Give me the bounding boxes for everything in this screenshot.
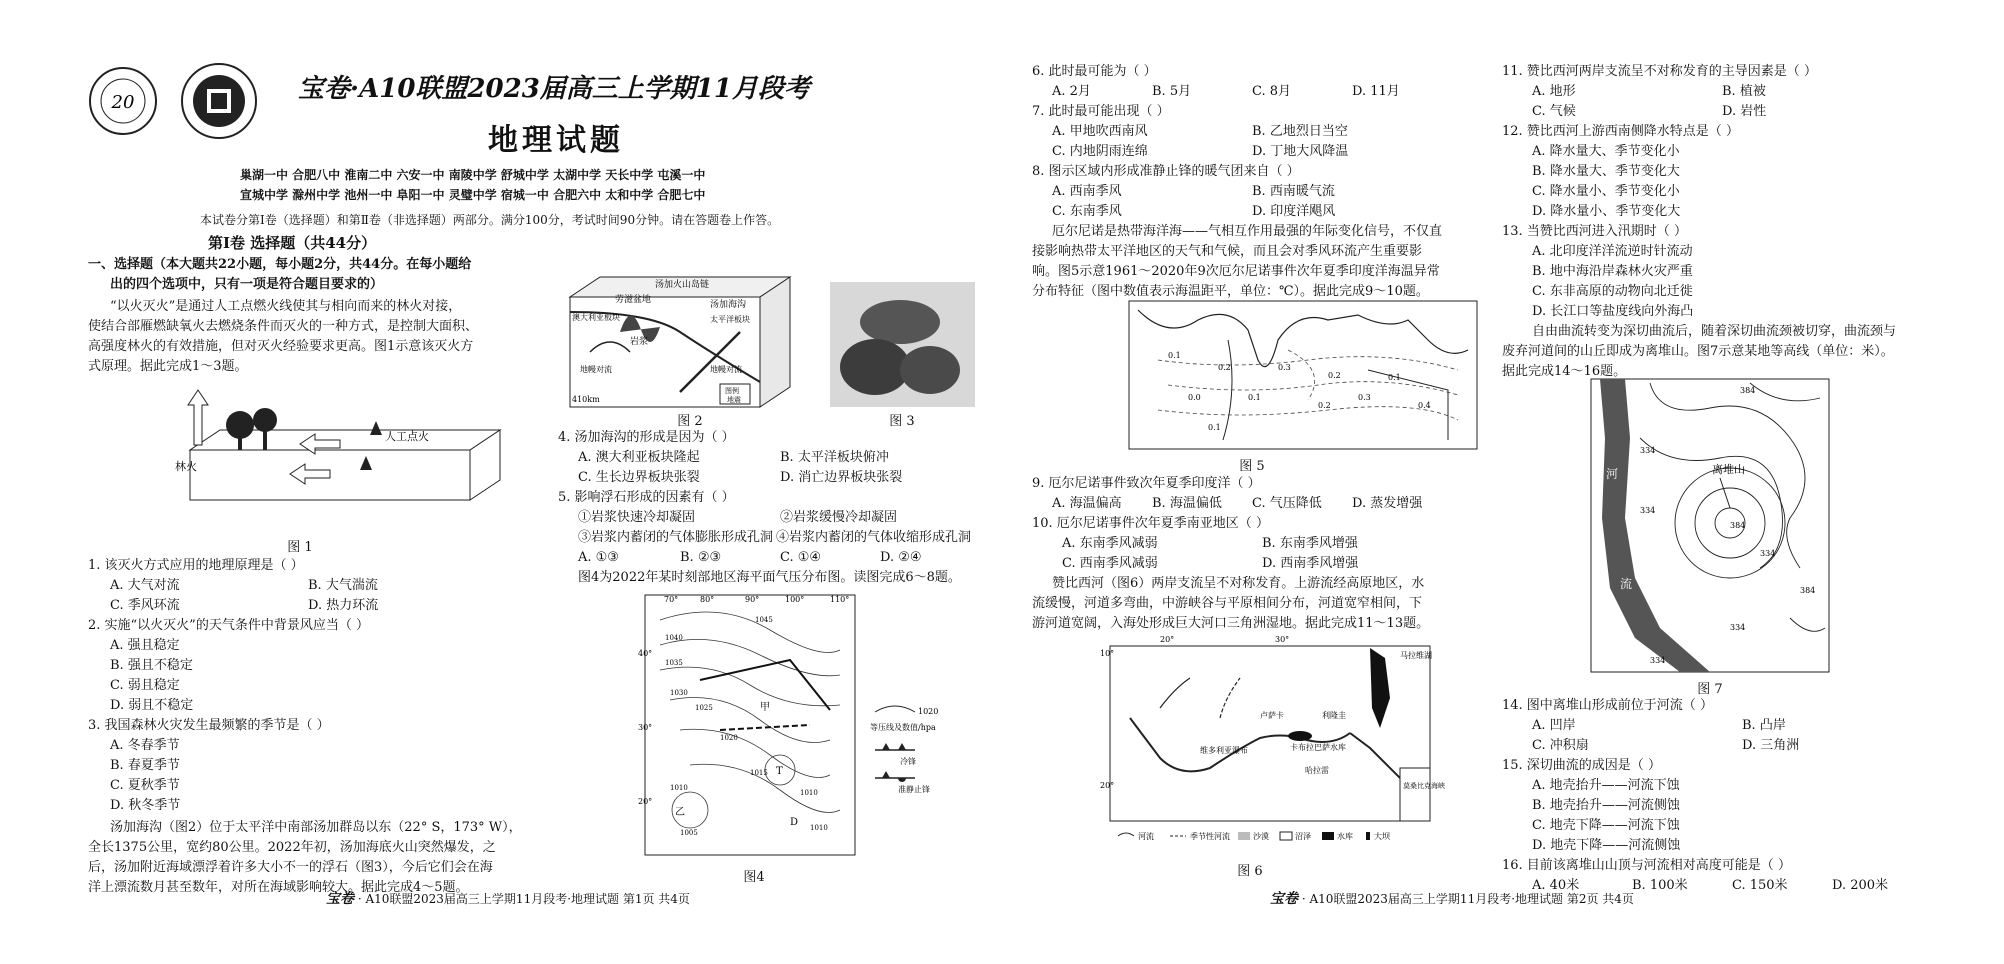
q8-option-d: D. 印度洋飓风 xyxy=(1252,204,1336,219)
label-lilongwe: 利隆圭 xyxy=(1322,711,1346,720)
lon-label-100: 100° xyxy=(785,595,805,604)
q16-option-a: A. 40米 xyxy=(1532,878,1580,893)
figure-1-caption: 图 1 xyxy=(287,540,313,555)
q15-option-d: D. 地壳下降——河流侧蚀 xyxy=(1532,838,1681,853)
label-pacific-plate: 太平洋板块 xyxy=(710,315,750,324)
school-seal-logo xyxy=(88,66,158,136)
label-river-he: 河 xyxy=(1606,467,1619,481)
intro6-line-1: 自由曲流转变为深切曲流后，随着深切曲流颈被切穿，曲流颈与 xyxy=(1532,324,1897,339)
q11-option-d: D. 岩性 xyxy=(1722,104,1767,119)
figure-7-contour-map xyxy=(1590,378,1830,673)
q15-option-a: A. 地壳抬升——河流下蚀 xyxy=(1532,778,1680,793)
isobar-label: 1035 xyxy=(665,659,683,667)
isobar-label: 1005 xyxy=(680,829,698,837)
label-harare: 哈拉雷 xyxy=(1305,766,1329,775)
isobar-label: 1010 xyxy=(800,789,818,797)
q16-option-c: C. 150米 xyxy=(1732,878,1788,893)
brand-seal-logo xyxy=(180,62,258,140)
q15-option-b: B. 地壳抬升——河流侧蚀 xyxy=(1532,798,1680,813)
exam-title: A10联盟2023届高三上学期11月段考 xyxy=(359,74,810,104)
intro4-line-2: 接影响热带太平洋地区的天气和气候，而且会对季风环流产生重要影 xyxy=(1032,244,1423,259)
q5-item-1: ①岩浆快速冷却凝固 xyxy=(578,510,696,525)
lon-20: 20° xyxy=(1160,635,1175,644)
intro5-line-1: 赞比西河（图6）两岸支流呈不对称发育。上游流经高原地区，水 xyxy=(1052,576,1425,591)
label-lau-basin: 劳滋盆地 xyxy=(615,295,652,305)
q12-option-c: C. 降水量小、季节变化小 xyxy=(1532,184,1680,199)
header-brand: 宝卷·A10联盟2023届高三上学期11月段考 xyxy=(298,74,810,104)
label-volcanic-chain: 汤加火山岛链 xyxy=(655,280,710,290)
page1-footer: 宝卷 · A10联盟2023届高三上学期11月段考·地理试题 第1页 共4页 xyxy=(326,891,690,907)
sst-label: 0.2 xyxy=(1218,363,1231,372)
contour-label: 384 xyxy=(1800,586,1816,595)
legend-cold-front: 冷锋 xyxy=(900,757,916,766)
q6-option-d: D. 11月 xyxy=(1352,84,1400,99)
q8-option-a: A. 西南季风 xyxy=(1052,184,1122,199)
q5-item-4: ④岩浆内蓄闭的气体收缩形成孔洞 xyxy=(776,530,972,545)
section-desc-2: 出的四个选项中，只有一项是符合题目要求的） xyxy=(110,277,384,292)
contour-label: 384 xyxy=(1740,386,1756,395)
legend-earthquake: 地震 xyxy=(727,396,741,404)
svg-text:20: 20 xyxy=(111,92,135,113)
q3-stem: 3. 我国森林火灾发生最频繁的季节是（ ） xyxy=(88,718,330,733)
q3-option-a: A. 冬春季节 xyxy=(110,738,180,753)
q5-option-b: B. ②③ xyxy=(680,550,722,565)
intro1-line-1: “以火灭火”是通过人工点燃火线使其与相向而来的林火对接， xyxy=(110,299,462,314)
legend-title: 图例 xyxy=(725,387,739,395)
figure-7-caption: 图 7 xyxy=(1697,682,1723,697)
contour-label: 384 xyxy=(1730,521,1746,530)
brand-mark: 宝卷 xyxy=(298,74,351,104)
label-cahora-bassa: 卡布拉巴萨水库 xyxy=(1290,743,1346,752)
label-artificial-fire: 人工点火 xyxy=(385,430,429,443)
intro1-line-4: 式原理。据此完成1～3题。 xyxy=(88,359,248,374)
label-mozambique-channel: 莫桑比克海峡 xyxy=(1403,782,1445,790)
q1-stem: 1. 该灭火方式应用的地理原理是（ ） xyxy=(88,558,304,573)
label-D: D xyxy=(790,817,799,828)
q1-option-a: A. 大气对流 xyxy=(110,578,180,593)
figure-4-pressure-map xyxy=(640,590,865,860)
label-lake-malawi: 马拉维湖 xyxy=(1400,651,1432,660)
footer-brand: 宝卷 xyxy=(326,891,354,907)
label-yi: 乙 xyxy=(675,807,685,818)
q9-option-a: A. 海温偏高 xyxy=(1052,496,1122,511)
figure-3-pumice-photo xyxy=(830,282,975,407)
lon-30: 30° xyxy=(1275,635,1290,644)
q16-stem: 16. 目前该离堆山山顶与河流相对高度可能是（ ） xyxy=(1502,858,1791,873)
label-magma: 岩浆 xyxy=(630,337,649,347)
intro2-line-4: 洋上漂流数月甚至数年，对所在海域影响较大。据此完成4～5题。 xyxy=(88,880,469,895)
q6-option-c: C. 8月 xyxy=(1252,84,1292,99)
legend-stationary-front: 准静止锋 xyxy=(898,785,930,794)
q3-option-b: B. 春夏季节 xyxy=(110,758,180,773)
footer-text: A10联盟2023届高三上学期11月段考·地理试题 第2页 共4页 xyxy=(1309,892,1634,906)
isobar-label: 1030 xyxy=(670,689,688,697)
q12-stem: 12. 赞比西河上游西南侧降水特点是（ ） xyxy=(1502,124,1739,139)
label-T: T xyxy=(776,766,783,777)
q7-option-a: A. 甲地吹西南风 xyxy=(1052,124,1148,139)
lon-label-110: 110° xyxy=(830,595,850,604)
q4-option-a: A. 澳大利亚板块隆起 xyxy=(578,450,700,465)
intro1-line-2: 使结合部雁燃缺氧火去燃烧条件而灭火的一种方式，是控制大面积、 xyxy=(88,319,479,334)
q5-option-d: D. ②④ xyxy=(880,550,922,565)
q5-item-2: ②岩浆缓慢冷却凝固 xyxy=(780,510,898,525)
figure-4-caption: 图4 xyxy=(743,870,765,885)
q3-option-c: C. 夏秋季节 xyxy=(110,778,180,793)
label-tonga-trench: 汤加海沟 xyxy=(710,300,747,310)
intro2-line-3: 后，汤加附近海域漂浮着许多大小不一的浮石（图3），今后它们会在海 xyxy=(88,860,493,875)
q10-option-c: C. 西南季风减弱 xyxy=(1062,556,1158,571)
intro2-line-2: 全长1375公里，宽约80公里。2022年初，汤加海底火山突然爆发，之 xyxy=(88,840,496,855)
q11-option-c: C. 气候 xyxy=(1532,104,1576,119)
q5-option-a: A. ①③ xyxy=(578,550,619,565)
q13-option-a: A. 北印度洋洋流逆时针流动 xyxy=(1532,244,1693,259)
lon-label-90: 90° xyxy=(745,595,760,604)
figure-6-caption: 图 6 xyxy=(1237,864,1263,879)
q5-item-3: ③岩浆内蓄闭的气体膨胀形成孔洞 xyxy=(578,530,774,545)
lat-label-40: 40° xyxy=(638,649,653,658)
q1-option-d: D. 热力环流 xyxy=(308,598,379,613)
label-mantle-convection-right: 地幔对流 xyxy=(710,365,742,374)
contour-label: 334 xyxy=(1760,549,1776,558)
isobar-label: 1045 xyxy=(755,616,773,624)
sst-label: 0.3 xyxy=(1358,393,1371,402)
footer-text: A10联盟2023届高三上学期11月段考·地理试题 第1页 共4页 xyxy=(365,892,690,906)
figure-2-caption: 图 2 xyxy=(677,414,703,429)
instructions: 本试卷分第Ⅰ卷（选择题）和第Ⅱ卷（非选择题）两部分。满分100分，考试时间90分钟。请在答题卷上作答。 xyxy=(200,213,780,227)
q2-stem: 2. 实施“以火灭火”的天气条件中背景风应当（ ） xyxy=(88,618,369,633)
contour-label: 334 xyxy=(1650,656,1666,665)
label-river-liu: 流 xyxy=(1620,577,1633,591)
q9-option-d: D. 蒸发增强 xyxy=(1352,496,1423,511)
legend-isobar: 等压线及数值/hpa xyxy=(870,723,936,732)
sst-label: 0.3 xyxy=(1278,363,1291,372)
figure-5-sst-map xyxy=(1128,300,1478,450)
lat-10: 10° xyxy=(1100,649,1115,658)
isobar-label: 1010 xyxy=(670,784,688,792)
figure-2-diagram xyxy=(560,272,810,407)
lat-label-20: 20° xyxy=(638,797,653,806)
lat-label-30: 30° xyxy=(638,723,653,732)
label-victoria-falls: 维多利亚瀑布 xyxy=(1200,746,1248,755)
q14-option-c: C. 冲积扇 xyxy=(1532,738,1589,753)
q14-option-a: A. 凹岸 xyxy=(1532,718,1576,733)
q4-option-d: D. 消亡边界板块张裂 xyxy=(780,470,903,485)
legend-seasonal-river: 季节性河流 xyxy=(1190,832,1230,841)
q15-option-c: C. 地壳下降——河流下蚀 xyxy=(1532,818,1680,833)
contour-label: 334 xyxy=(1640,446,1656,455)
q12-option-d: D. 降水量小、季节变化大 xyxy=(1532,204,1681,219)
figure-3-caption: 图 3 xyxy=(889,414,915,429)
figure-4-legend xyxy=(870,700,960,795)
label-jia: 甲 xyxy=(760,702,770,713)
lon-label-80: 80° xyxy=(700,595,715,604)
sst-label: 0.1 xyxy=(1208,423,1221,432)
intro1-line-3: 高强度林火的有效措施，但对灭火经验要求更高。图1示意该灭火方 xyxy=(88,339,474,354)
isobar-label: 1020 xyxy=(720,734,738,742)
q16-option-b: B. 100米 xyxy=(1632,878,1688,893)
sst-label: 0.4 xyxy=(1418,401,1431,410)
q11-stem: 11. 赞比西河两岸支流呈不对称发育的主导因素是（ ） xyxy=(1502,64,1817,79)
q14-option-b: B. 凸岸 xyxy=(1742,718,1786,733)
intro6-line-2: 废弃河道间的山丘即成为离堆山。图7示意某地等高线（单位：米）。 xyxy=(1502,344,1894,359)
q2-option-b: B. 强且不稳定 xyxy=(110,658,193,673)
q10-stem: 10. 厄尔尼诺事件次年夏季南亚地区（ ） xyxy=(1032,516,1269,531)
lat-20: 20° xyxy=(1100,781,1115,790)
contour-label: 334 xyxy=(1640,506,1656,515)
q11-option-a: A. 地形 xyxy=(1532,84,1576,99)
legend-value: 1020 xyxy=(918,707,939,716)
q5-option-c: C. ①④ xyxy=(780,550,822,565)
intro4-line-4: 分布特征（图中数值表示海温距平，单位：℃）。据此完成9～10题。 xyxy=(1032,284,1429,299)
q7-option-c: C. 内地阴雨连绵 xyxy=(1052,144,1148,159)
isobar-label: 1040 xyxy=(665,634,683,642)
intro5-line-3: 游河道宽阔，入海处形成巨大河口三角洲湿地。据此完成11～13题。 xyxy=(1032,616,1430,631)
q3-option-d: D. 秋冬季节 xyxy=(110,798,181,813)
intro6-line-3: 据此完成14～16题。 xyxy=(1502,364,1627,379)
q7-option-d: D. 丁地大风降温 xyxy=(1252,144,1349,159)
q6-stem: 6. 此时最可能为（ ） xyxy=(1032,64,1157,79)
q5-stem: 5. 影响浮石形成的因素有（ ） xyxy=(558,490,735,505)
q9-option-c: C. 气压降低 xyxy=(1252,496,1322,511)
sst-label: 0.1 xyxy=(1248,393,1261,402)
sst-label: 0.1 xyxy=(1388,373,1401,382)
schools-line-2: 宣城中学 滁州中学 池州一中 阜阳一中 灵璧中学 宿城一中 合肥六中 太和中学 合肥七中 xyxy=(240,188,706,202)
section-desc-1: 一、选择题（本大题共22小题，每小题2分，共44分。在每小题给 xyxy=(88,257,472,272)
footer-brand: 宝卷 xyxy=(1270,891,1298,907)
section-title: 第Ⅰ卷 选择题（共44分） xyxy=(208,234,377,252)
q13-option-b: B. 地中海沿岸森林火灾严重 xyxy=(1532,264,1693,279)
q10-option-b: B. 东南季风增强 xyxy=(1262,536,1358,551)
sst-label: 0.2 xyxy=(1318,401,1331,410)
q10-option-a: A. 东南季风减弱 xyxy=(1062,536,1158,551)
sst-label: 0.1 xyxy=(1168,351,1181,360)
q4-option-c: C. 生长边界板块张裂 xyxy=(578,470,700,485)
q1-option-b: B. 大气湍流 xyxy=(308,578,378,593)
q12-option-a: A. 降水量大、季节变化小 xyxy=(1532,144,1680,159)
q8-option-b: B. 西南暖气流 xyxy=(1252,184,1335,199)
q6-option-a: A. 2月 xyxy=(1052,84,1091,99)
label-australia-plate: 澳大利亚板块 xyxy=(572,313,620,322)
label-depth: 410km xyxy=(572,395,600,404)
isobar-label: 1010 xyxy=(810,824,828,832)
q2-option-c: C. 弱且稳定 xyxy=(110,678,180,693)
q7-stem: 7. 此时最可能出现（ ） xyxy=(1032,104,1170,119)
lon-label-70: 70° xyxy=(664,595,679,604)
q11-option-b: B. 植被 xyxy=(1722,84,1766,99)
subject-title: 地理试题 xyxy=(488,123,624,158)
intro2-line-1: 汤加海沟（图2）位于太平洋中南部汤加群岛以东（22° S，173° W）， xyxy=(110,820,522,835)
isobar-label: 1015 xyxy=(750,769,768,777)
legend-swamp: 沼泽 xyxy=(1295,832,1311,841)
schools-line-1: 巢湖一中 合肥八中 淮南二中 六安一中 南陵中学 舒城中学 太湖中学 天长中学 屯溪一中 xyxy=(240,168,706,182)
q13-option-c: C. 东非高原的动物向北迁徙 xyxy=(1532,284,1693,299)
sst-label: 0.2 xyxy=(1328,371,1341,380)
page2-footer: 宝卷 · A10联盟2023届高三上学期11月段考·地理试题 第2页 共4页 xyxy=(1270,891,1634,907)
label-mountain: 离堆山 xyxy=(1712,463,1745,476)
legend-dam: 大坝 xyxy=(1374,832,1390,841)
intro5-line-2: 流缓慢，河道多弯曲，中游峡谷与平原相间分布，河道宽窄相间，下 xyxy=(1032,596,1423,611)
label-lusaka: 卢萨卡 xyxy=(1260,711,1284,720)
q2-option-d: D. 弱且不稳定 xyxy=(110,698,194,713)
q14-stem: 14. 图中离堆山形成前位于河流（ ） xyxy=(1502,698,1713,713)
q7-option-b: B. 乙地烈日当空 xyxy=(1252,124,1348,139)
label-mantle-convection-left: 地幔对流 xyxy=(580,365,612,374)
legend-river: 河流 xyxy=(1138,832,1154,841)
q15-stem: 15. 深切曲流的成因是（ ） xyxy=(1502,758,1661,773)
sst-label: 0.0 xyxy=(1188,393,1201,402)
intro4-line-3: 响。图5示意1961～2020年9次厄尔尼诺事件次年夏季印度洋海温异常 xyxy=(1032,264,1440,279)
figure-5-caption: 图 5 xyxy=(1239,459,1265,474)
q16-option-d: D. 200米 xyxy=(1832,878,1889,893)
legend-desert: 沙漠 xyxy=(1253,832,1269,841)
contour-label: 334 xyxy=(1730,623,1746,632)
q13-stem: 13. 当赞比西河进入汛期时（ ） xyxy=(1502,224,1687,239)
q4-stem: 4. 汤加海沟的形成是因为（ ） xyxy=(558,430,735,445)
q9-stem: 9. 厄尔尼诺事件致次年夏季印度洋（ ） xyxy=(1032,476,1261,491)
q1-option-c: C. 季风环流 xyxy=(110,598,180,613)
q9-option-b: B. 海温偏低 xyxy=(1152,496,1222,511)
legend-reservoir: 水库 xyxy=(1337,832,1353,841)
q6-option-b: B. 5月 xyxy=(1152,84,1192,99)
figure-6-zambezi-map xyxy=(1100,635,1445,848)
figure-1-diagram xyxy=(170,390,530,530)
q2-option-a: A. 强且稳定 xyxy=(110,638,180,653)
isobar-label: 1025 xyxy=(695,704,713,712)
q8-stem: 8. 图示区域内形成准静止锋的暖气团来自（ ） xyxy=(1032,164,1300,179)
intro4-line-1: 厄尔尼诺是热带海洋海——气相互作用最强的年际变化信号，不仅直 xyxy=(1052,224,1443,239)
q10-option-d: D. 西南季风增强 xyxy=(1262,556,1359,571)
q8-option-c: C. 东南季风 xyxy=(1052,204,1122,219)
q4-option-b: B. 太平洋板块俯冲 xyxy=(780,450,889,465)
q14-option-d: D. 三角洲 xyxy=(1742,738,1800,753)
intro3: 图4为2022年某时刻部地区海平面气压分布图。读图完成6～8题。 xyxy=(578,570,961,585)
label-forest-fire: 林火 xyxy=(175,460,197,473)
q13-option-d: D. 长江口等盐度线向外海凸 xyxy=(1532,304,1694,319)
q12-option-b: B. 降水量大、季节变化大 xyxy=(1532,164,1680,179)
